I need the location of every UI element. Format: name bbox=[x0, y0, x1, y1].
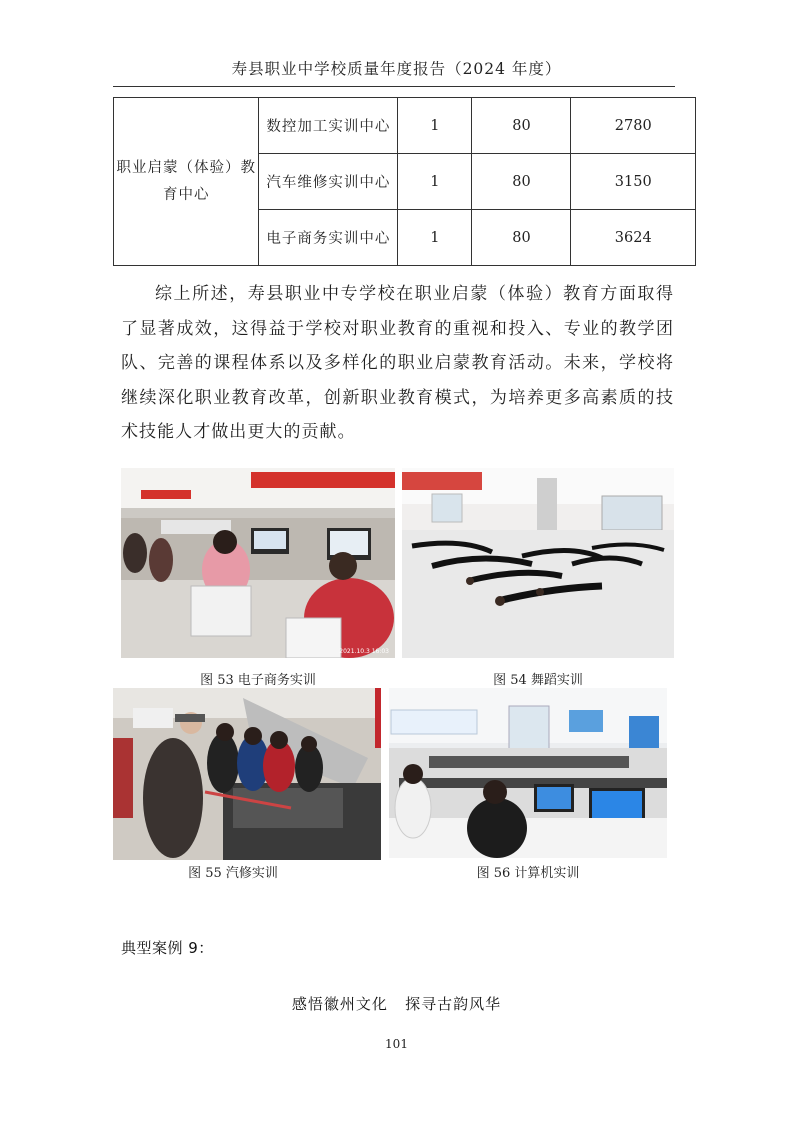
capacity-cell: 80 bbox=[472, 210, 571, 266]
auto-repair-training-photo bbox=[113, 688, 381, 860]
summary-paragraph: 综上所述，寿县职业中专学校在职业启蒙（体验）教育方面取得了显著成效，这得益于学校对职业教育的重视和投入、专业的教学团队、完善的课程体系以及多样化的职业启蒙教育活动。未来，学校将继续深化职业教育改革，创新职业教育模式，为培养更多高素质的技术技能人才做出更大的贡献。 bbox=[121, 284, 674, 442]
page-number: 101 bbox=[385, 1037, 408, 1051]
count-cell: 1 bbox=[398, 98, 472, 154]
ecommerce-training-photo bbox=[121, 468, 395, 658]
center-name-cell: 电子商务实训中心 bbox=[259, 210, 398, 266]
computer-training-photo bbox=[389, 688, 667, 858]
figure-56-caption: 图 56 计算机实训 bbox=[476, 866, 580, 881]
count-cell: 1 bbox=[398, 154, 472, 210]
figure-54-caption: 图 54 舞蹈实训 bbox=[493, 673, 583, 688]
case-heading: 典型案例 9： bbox=[121, 939, 214, 957]
report-header-title: 寿县职业中学校质量年度报告（2024 年度） bbox=[231, 60, 562, 78]
training-center-table bbox=[113, 97, 696, 266]
center-name-cell: 汽车维修实训中心 bbox=[259, 154, 398, 210]
photo-timestamp: 2021.10.3 16:03 bbox=[339, 648, 389, 655]
header-divider bbox=[113, 86, 675, 87]
value-cell: 3150 bbox=[571, 154, 696, 210]
group-label-cell: 职业启蒙（体验）教育中心 bbox=[114, 98, 259, 266]
table-row bbox=[114, 98, 696, 154]
figure-55-caption: 图 55 汽修实训 bbox=[188, 866, 278, 881]
case-title: 感悟徽州文化 探寻古韵风华 bbox=[291, 995, 502, 1013]
count-cell: 1 bbox=[398, 210, 472, 266]
value-cell: 3624 bbox=[571, 210, 696, 266]
figure-53-caption: 图 53 电子商务实训 bbox=[200, 673, 316, 688]
value-cell: 2780 bbox=[571, 98, 696, 154]
capacity-cell: 80 bbox=[472, 154, 571, 210]
center-name-cell: 数控加工实训中心 bbox=[259, 98, 398, 154]
dance-training-photo bbox=[402, 468, 674, 658]
capacity-cell: 80 bbox=[472, 98, 571, 154]
